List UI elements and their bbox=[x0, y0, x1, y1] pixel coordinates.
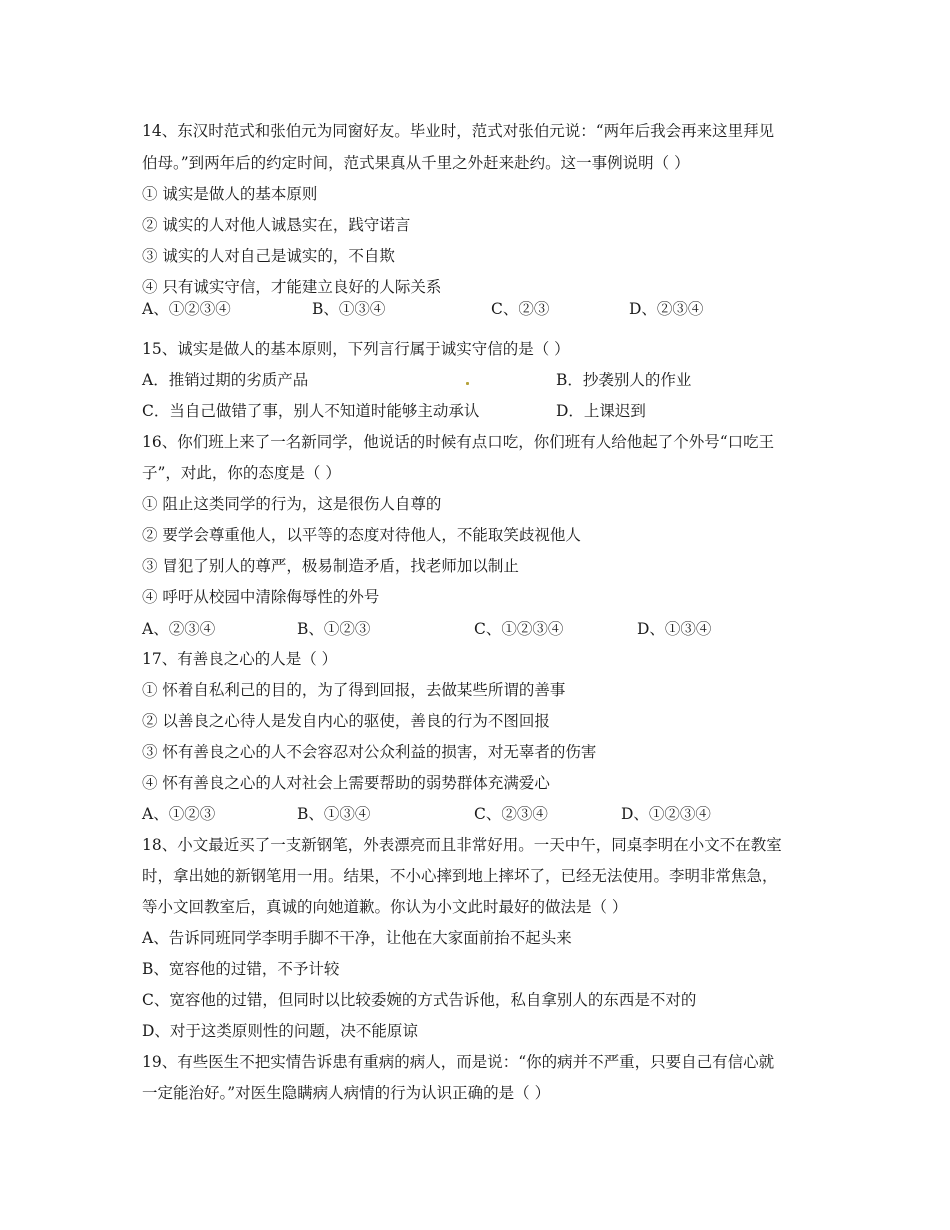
q16-option-d: D、①③④ bbox=[637, 620, 712, 638]
q18-option-c: C、宽容他的过错，但同时以比较委婉的方式告诉他，私自拿别人的东西是不对的 bbox=[142, 991, 697, 1009]
q17-stem: 17、有善良之心的人是（ ） bbox=[142, 650, 338, 668]
q16-item-4: ④ 呼吁从校园中清除侮辱性的外号 bbox=[142, 588, 380, 606]
q16-item-2: ② 要学会尊重他人，以平等的态度对待他人，不能取笑歧视他人 bbox=[142, 526, 581, 544]
q16-item-3: ③ 冒犯了别人的尊严，极易制造矛盾，找老师加以制止 bbox=[142, 557, 519, 575]
q16-option-a: A、②③④ bbox=[142, 620, 216, 638]
q17-option-b: B、①③④ bbox=[297, 805, 371, 823]
q19-stem-line-2: 一定能治好。”对医生隐瞒病人病情的行为认识正确的是（ ） bbox=[142, 1084, 551, 1102]
q14-item-4: ④ 只有诚实守信，才能建立良好的人际关系 bbox=[142, 278, 442, 296]
q15-option-c: C．当自己做错了事，别人不知道时能够主动承认 bbox=[142, 402, 480, 420]
q15-stem: 15、诚实是做人的基本原则，下列言行属于诚实守信的是（ ） bbox=[142, 340, 570, 358]
q15-option-a: A．推销过期的劣质产品 bbox=[142, 371, 309, 389]
q18-option-d: D、对于这类原则性的问题，决不能原谅 bbox=[142, 1022, 418, 1040]
q17-item-4: ④ 怀有善良之心的人对社会上需要帮助的弱势群体充满爱心 bbox=[142, 774, 550, 792]
q18-stem-line-1: 18、小文最近买了一支新钢笔，外表漂亮而且非常好用。一天中午，同桌李明在小文不在教室 bbox=[142, 836, 782, 854]
q14-option-d: D、②③④ bbox=[629, 300, 704, 318]
q14-option-c: C、②③ bbox=[491, 300, 550, 318]
q17-option-c: C、②③④ bbox=[474, 805, 548, 823]
q14-option-a: A、①②③④ bbox=[142, 300, 231, 318]
q14-item-3: ③ 诚实的人对自己是诚实的，不自欺 bbox=[142, 247, 395, 265]
stray-dot bbox=[466, 382, 469, 385]
q14-stem-line-2: 伯母。”到两年后的约定时间，范式果真从千里之外赶来赴约。这一事例说明（ ） bbox=[142, 154, 690, 172]
q18-option-b: B、宽容他的过错，不予计较 bbox=[142, 960, 340, 978]
q14-option-b: B、①③④ bbox=[312, 300, 386, 318]
q16-option-c: C、①②③④ bbox=[474, 620, 564, 638]
q16-stem-line-1: 16、你们班上来了一名新同学，他说话的时候有点口吃，你们班有人给他起了个外号“口吃王 bbox=[142, 433, 775, 451]
q17-option-d: D、①②③④ bbox=[621, 805, 711, 823]
q16-item-1: ① 阻止这类同学的行为，这是很伤人自尊的 bbox=[142, 495, 442, 513]
q17-item-3: ③ 怀有善良之心的人不会容忍对公众利益的损害，对无辜者的伤害 bbox=[142, 743, 597, 761]
q17-item-1: ① 怀着自私利己的目的，为了得到回报，去做某些所谓的善事 bbox=[142, 681, 566, 699]
q15-option-b: B．抄袭别人的作业 bbox=[556, 371, 692, 389]
q17-item-2: ② 以善良之心待人是发自内心的驱使，善良的行为不图回报 bbox=[142, 712, 550, 730]
q16-option-b: B、①②③ bbox=[297, 620, 371, 638]
q17-option-a: A、①②③ bbox=[142, 805, 216, 823]
q19-stem-line-1: 19、有些医生不把实情告诉患有重病的病人，而是说：“你的病并不严重，只要自己有信心就 bbox=[142, 1053, 775, 1071]
q15-option-d: D．上课迟到 bbox=[556, 402, 646, 420]
q18-stem-line-2: 时，拿出她的新钢笔用一用。结果，不小心摔到地上摔坏了，已经无法使用。李明非常焦急， bbox=[142, 867, 778, 885]
q14-item-1: ① 诚实是做人的基本原则 bbox=[142, 185, 318, 203]
q14-item-2: ② 诚实的人对他人诚恳实在，践守诺言 bbox=[142, 216, 411, 234]
q18-option-a: A、告诉同班同学李明手脚不干净，让他在大家面前抬不起头来 bbox=[142, 929, 572, 947]
q16-stem-line-2: 子”，对此，你的态度是（ ） bbox=[142, 464, 341, 482]
q18-stem-line-3: 等小文回教室后，真诚的向她道歉。你认为小文此时最好的做法是（ ） bbox=[142, 898, 628, 916]
q14-stem-line-1: 14、东汉时范式和张伯元为同窗好友。毕业时，范式对张伯元说：“两年后我会再来这里拜见 bbox=[142, 122, 775, 140]
